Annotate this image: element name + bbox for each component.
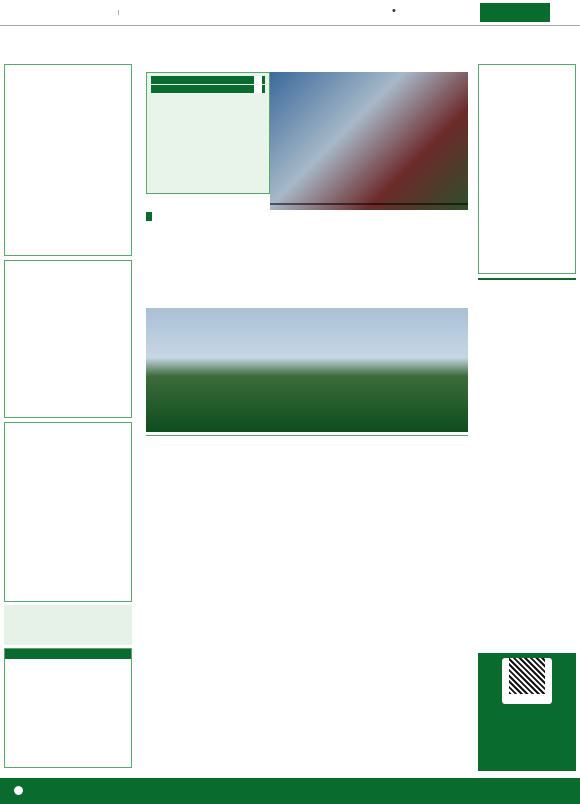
article-kicker [146, 212, 152, 221]
page-number [552, 3, 576, 22]
section-label [480, 3, 550, 22]
team-photo [146, 308, 468, 432]
article-column-3 [364, 452, 468, 770]
away-score [254, 85, 262, 93]
cala-asso-box [4, 605, 132, 645]
players-photo-caption [270, 203, 468, 205]
home-score [254, 76, 262, 84]
phone-icon [502, 658, 552, 704]
girone-b-box [4, 260, 132, 418]
qr-code-icon[interactable] [509, 658, 545, 694]
page-header [0, 0, 580, 26]
page-footer [0, 778, 580, 804]
article-column-2 [254, 452, 358, 770]
team-photo-caption [146, 433, 468, 436]
match-card [146, 72, 270, 194]
qr-box [478, 653, 576, 771]
players-photo [270, 72, 468, 210]
colpi-testa-box [478, 278, 576, 613]
header-place: • [392, 5, 396, 17]
match-scorers [147, 93, 269, 99]
kicker-label [146, 212, 152, 221]
article-column-1 [146, 452, 248, 770]
score-row-away [151, 85, 265, 93]
girone-c-box [4, 422, 132, 602]
top-of-day-box [4, 648, 132, 768]
newspaper-logo [8, 7, 68, 19]
colpi-testa-tag [478, 278, 576, 280]
girone-a-box [4, 64, 132, 256]
colpi-testa-text [478, 283, 576, 613]
bullet-icon [14, 786, 23, 795]
score-row-home [151, 76, 265, 84]
top-of-day-title [5, 649, 131, 659]
girone-d-box [478, 64, 576, 274]
issue-info: | [118, 10, 120, 16]
